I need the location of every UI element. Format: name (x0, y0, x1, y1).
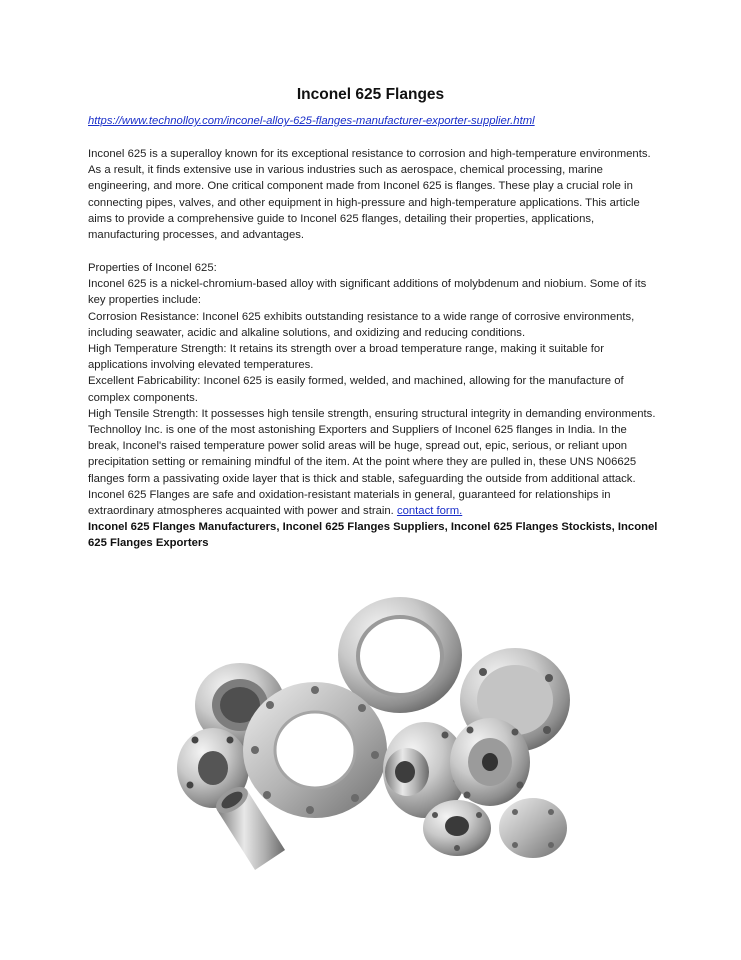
property-corrosion: Corrosion Resistance: Inconel 625 exhibits outstanding resistance to a wide range of corrosive environments, including seawater, acidic and alkaline solutions, and oxidizing and reducing conditions. (88, 310, 635, 339)
contact-form-link[interactable]: contact form. (396, 505, 463, 518)
blind-plate-flange (499, 798, 567, 858)
intro-paragraph (88, 146, 658, 243)
properties-heading: Properties of Inconel 625: (88, 262, 217, 274)
raised-face-flange-right (450, 718, 530, 806)
company-text: Technolloy Inc. is one of the most astonishing Exporters and Suppliers of Inconel 625 flanges in India. In the break, Inconel's raised temperature power solid areas will be huge, spread out, epic, serious, or reliant upon precipitation setting or remaining mindful of the item. At the point where they are pulled in, these UNS N06625 flanges form a passivating oxide layer that is thick and stable, safeguarding the outside from additional attack. Inconel 625 Flanges are safe and oxidation-resistant materials in general, guaranteed for relationships in extraordinary atmospheres acquainted with power and strain. (88, 424, 637, 518)
document-title: Inconel 625 Flanges (296, 86, 445, 103)
plate-flange-center (243, 682, 387, 818)
company-paragraph (88, 422, 658, 519)
small-flange-front (423, 800, 491, 856)
keywords-line: Inconel 625 Flanges Manufacturers, Inconel 625 Flanges Suppliers, Inconel 625 Flanges Stockists, Inconel 625 Flanges Exporters (88, 521, 658, 550)
intro-text: Inconel 625 is a superalloy known for its exceptional resistance to corrosion and high-temperature environments. As a result, it finds extensive use in various industries such as aerospace, chemical processing, marine engineering, and more. One critical component made from Inconel 625 is flanges. These play a crucial role in connecting pipes, valves, and other equipment in high-pressure and high-temperature applications. This article aims to provide a comprehensive guide to Inconel 625 flanges, detailing their properties, applications, manufacturing processes, and advantages. (88, 148, 651, 242)
property-temperature: High Temperature Strength: It retains its strength over a broad temperature range, making it suitable for applications involving elevated temperatures. (88, 343, 604, 372)
flanges-photo (175, 590, 570, 872)
property-fabricability: Excellent Fabricability: Inconel 625 is easily formed, welded, and machined, allowing for the manufacture of complex components. (88, 375, 624, 404)
properties-section (88, 260, 658, 552)
property-tensile: High Tensile Strength: It possesses high tensile strength, ensuring structural integrity in demanding environments. (88, 407, 656, 420)
properties-lead: Inconel 625 is a nickel-chromium-based alloy with significant additions of molybdenum and niobium. Some of its key properties include: (88, 278, 647, 307)
source-url-link[interactable]: https://www.technolloy.com/inconel-alloy-625-flanges-manufacturer-exporter-supplier.html (88, 115, 535, 127)
